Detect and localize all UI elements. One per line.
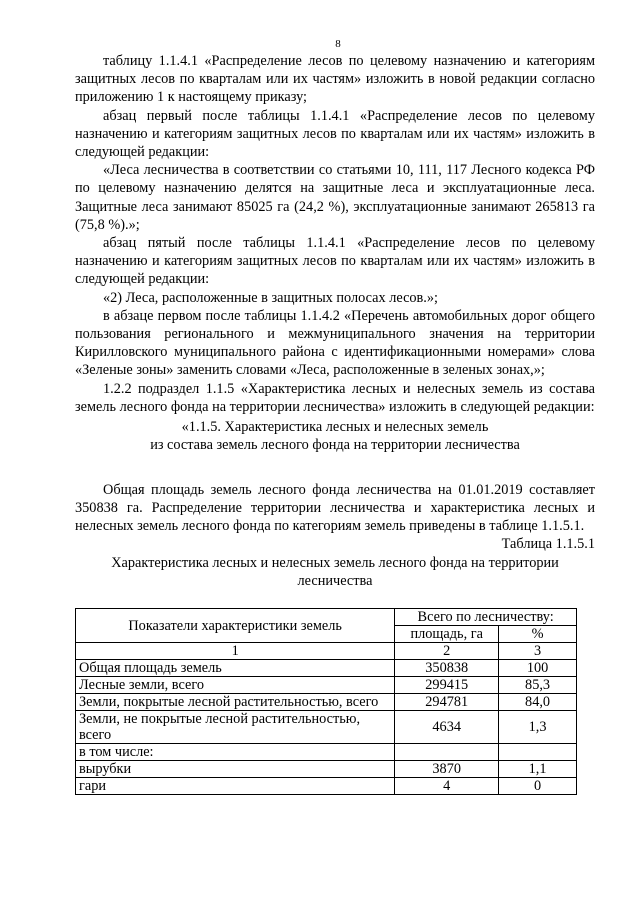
row-label: Общая площадь земель (76, 660, 395, 677)
table-row (76, 761, 577, 778)
row-percent: 84,0 (499, 694, 577, 711)
paragraph-fifth-abzac: абзац пятый после таблицы 1.1.4.1 «Распределение лесов по целевому назначению и категориям защитных лесов по кварталам или их частям» изложить в следующей редакции: (75, 235, 595, 288)
row-label: в том числе: (76, 744, 395, 761)
row-area (395, 744, 499, 761)
spacer (75, 455, 595, 481)
row-area: 299415 (395, 677, 499, 694)
col-number-2: 2 (395, 643, 499, 660)
table-row (76, 778, 577, 795)
table-row (76, 694, 577, 711)
row-percent: 85,3 (499, 677, 577, 694)
row-percent: 100 (499, 660, 577, 677)
row-label: вырубки (76, 761, 395, 778)
table-row (76, 660, 577, 677)
table-row (76, 744, 577, 761)
row-percent (499, 744, 577, 761)
section-heading-line1: «1.1.5. Характеристика лесных и нелесных земель (181, 419, 489, 436)
row-area: 350838 (395, 660, 499, 677)
header-total: Всего по лесничеству: (395, 609, 577, 626)
row-area: 3870 (395, 761, 499, 778)
header-area: площадь, га (395, 626, 499, 643)
row-percent: 1,1 (499, 761, 577, 778)
document-page (75, 0, 595, 795)
page-number: 8 (335, 38, 341, 50)
paragraph-protective-strips: «2) Леса, расположенные в защитных полосах лесов.»; (103, 289, 439, 306)
table-title: Характеристика лесных и нелесных земель лесного фонда на территории лесничества (111, 554, 559, 589)
header-indicator: Показатели характеристики земель (76, 609, 395, 643)
col-number-1: 1 (76, 643, 395, 660)
section-heading (75, 418, 595, 455)
row-percent: 1,3 (499, 711, 577, 744)
row-label: Земли, покрытые лесной растительностью, всего (76, 694, 395, 711)
row-area: 294781 (395, 694, 499, 711)
row-label: Лесные земли, всего (76, 677, 395, 694)
paragraph-first-abzac: абзац первый после таблицы 1.1.4.1 «Распределение лесов по целевому назначению и категориям защитных лесов по кварталам или их частям» изложить в следующей редакции: (75, 107, 595, 161)
header-percent: % (499, 626, 577, 643)
paragraph-table-1142: в абзаце первом после таблицы 1.1.4.2 «Перечень автомобильных дорог общего пользования регионального и межмуниципального значения на территории Кирилловского муниципального района с идентификационными номерами» слова «Зеленые зоны» заменить словами «Леса, расположенные в зеленых зонах,»; (75, 307, 595, 379)
row-area: 4 (395, 778, 499, 795)
paragraph-total-area: Общая площадь земель лесного фонда лесничества на 01.01.2019 составляет 350838 га. Распределение территории лесничества и характеристика лесных и нелесных земель лесного фонда по категориям земель приведены в таблице 1.1.5.1. (75, 481, 595, 535)
section-heading-line2: из состава земель лесного фонда на территории лесничества (150, 437, 520, 454)
row-percent: 0 (499, 778, 577, 795)
row-label: гари (76, 778, 395, 795)
row-area: 4634 (395, 711, 499, 744)
paragraph-subsection-115: 1.2.2 подраздел 1.1.5 «Характеристика лесных и нелесных земель из состава земель лесного фонда на территории лесничества» изложить в следующей редакции: (75, 380, 595, 415)
table-row (76, 677, 577, 694)
paragraph-forest-quote: «Леса лесничества в соответствии со статьями 10, 111, 117 Лесного кодекса РФ по целевому назначению делятся на защитные леса и эксплуатационные леса. Защитные леса занимают 85025 га (24,2 %), эксплуатационные занимают 265813 га (75,8 %).»; (75, 162, 595, 233)
table-row (76, 711, 577, 744)
col-number-3: 3 (499, 643, 577, 660)
paragraph-table-1141: таблицу 1.1.4.1 «Распределение лесов по целевому назначению и категориям защитных лесов по кварталам или их частям» изложить в новой редакции согласно приложению 1 к настоящему приказу; (75, 53, 595, 106)
table-caption: Таблица 1.1.5.1 (501, 536, 595, 553)
land-characteristics-table (75, 608, 577, 795)
row-label: Земли, не покрытые лесной растительностью, всего (76, 711, 395, 744)
